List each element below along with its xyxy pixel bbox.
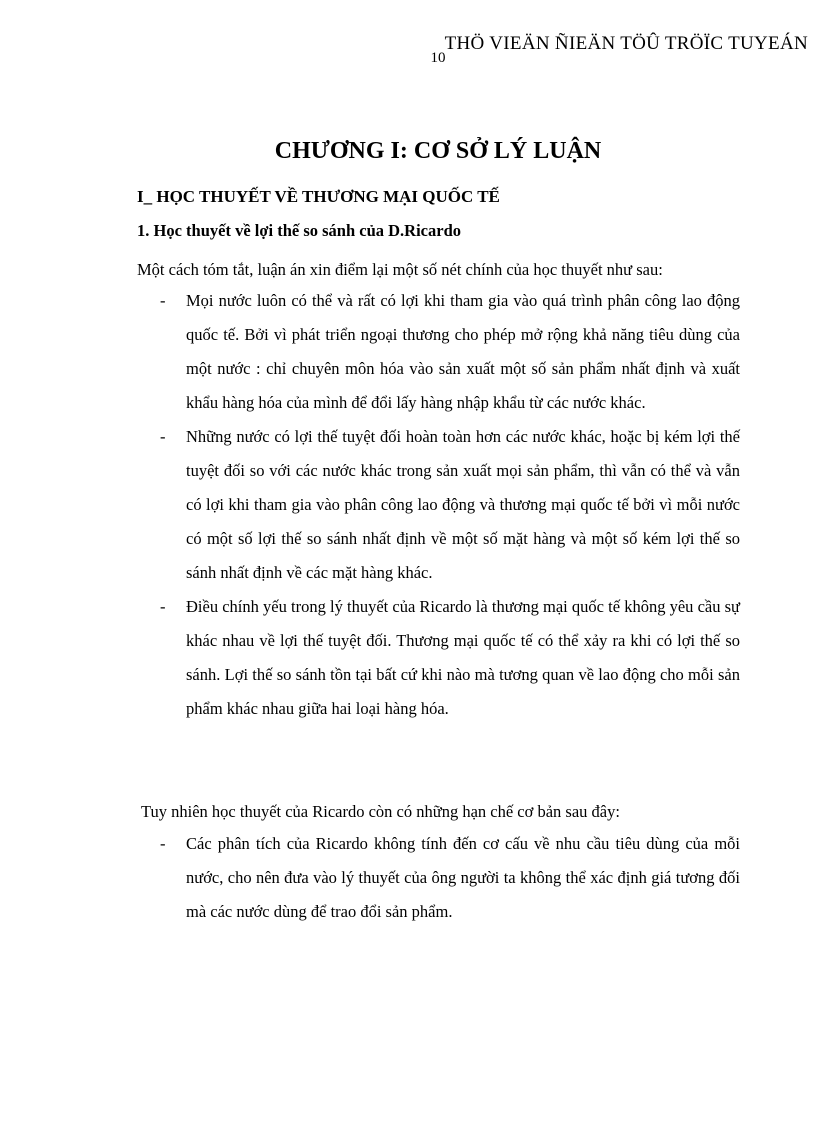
list-item-text: Mọi nước luôn có thể và rất có lợi khi tham gia vào quá trình phân công lao động quốc tế. Bởi vì phát triển ngoại thương cho phép mở rộng khả năng tiêu dùng của một nước : chỉ chuyên môn hóa vào sản xuất một số sản phẩm nhất định và xuất khẩu hàng hóa của mình để đổi lấy hàng nhập khẩu từ các nước khác. — [186, 291, 740, 412]
list-item — [160, 284, 740, 420]
limitations-list — [160, 827, 740, 929]
bullet-dash: - — [160, 834, 166, 853]
list-item — [160, 420, 740, 590]
list-item — [160, 590, 740, 726]
chapter-title: CHƯƠNG I: CƠ SỞ LÝ LUẬN — [274, 138, 602, 164]
list-item — [160, 827, 740, 929]
header-site-text: THÖ VIEÄN ÑIEÄN TÖÛ TRÖÏC TUYEÁN — [444, 33, 808, 54]
intro-paragraph: Một cách tóm tắt, luận án xin điểm lại một số nét chính của học thuyết như sau: — [137, 260, 663, 279]
list-item-text: Điều chính yếu trong lý thuyết của Ricardo là thương mại quốc tế không yêu cầu sự khác nhau về lợi thế tuyệt đối. Thương mại quốc tế có thể xảy ra khi có lợi thế so sánh. Lợi thế so sánh tồn tại bất cứ khi nào mà tương quan về lao động cho mỗi sản phẩm khác nhau giữa hai loại hàng hóa. — [186, 597, 740, 718]
list-item-text: Những nước có lợi thế tuyệt đối hoàn toàn hơn các nước khác, hoặc bị kém lợi thế tuyệt đối so với các nước khác trong sản xuất mọi sản phẩm, thì vẫn có thể và vẫn có lợi khi tham gia vào phân công lao động và thương mại quốc tế bởi vì mỗi nước có một số lợi thế so sánh nhất định về một số mặt hàng và một số kém lợi thế so sánh nhất định về các mặt hàng khác. — [186, 427, 740, 582]
page-number: 10 — [430, 50, 446, 66]
subsection-heading: 1. Học thuyết về lợi thế so sánh của D.Ricardo — [137, 221, 462, 240]
bullet-dash: - — [160, 597, 166, 616]
list-item-text: Các phân tích của Ricardo không tính đến cơ cấu về nhu cầu tiêu dùng của mỗi nước, cho nên đưa vào lý thuyết của ông người ta không thể xác định giá tương đối mà các nước dùng để trao đổi sản phẩm. — [186, 834, 740, 921]
main-points-list — [160, 284, 740, 726]
limitations-intro: Tuy nhiên học thuyết của Ricardo còn có những hạn chế cơ bản sau đây: — [141, 802, 620, 821]
bullet-dash: - — [160, 427, 166, 446]
section-heading: I_ HỌC THUYẾT VỀ THƯƠNG MẠI QUỐC TẾ — [137, 187, 500, 206]
bullet-dash: - — [160, 291, 166, 310]
